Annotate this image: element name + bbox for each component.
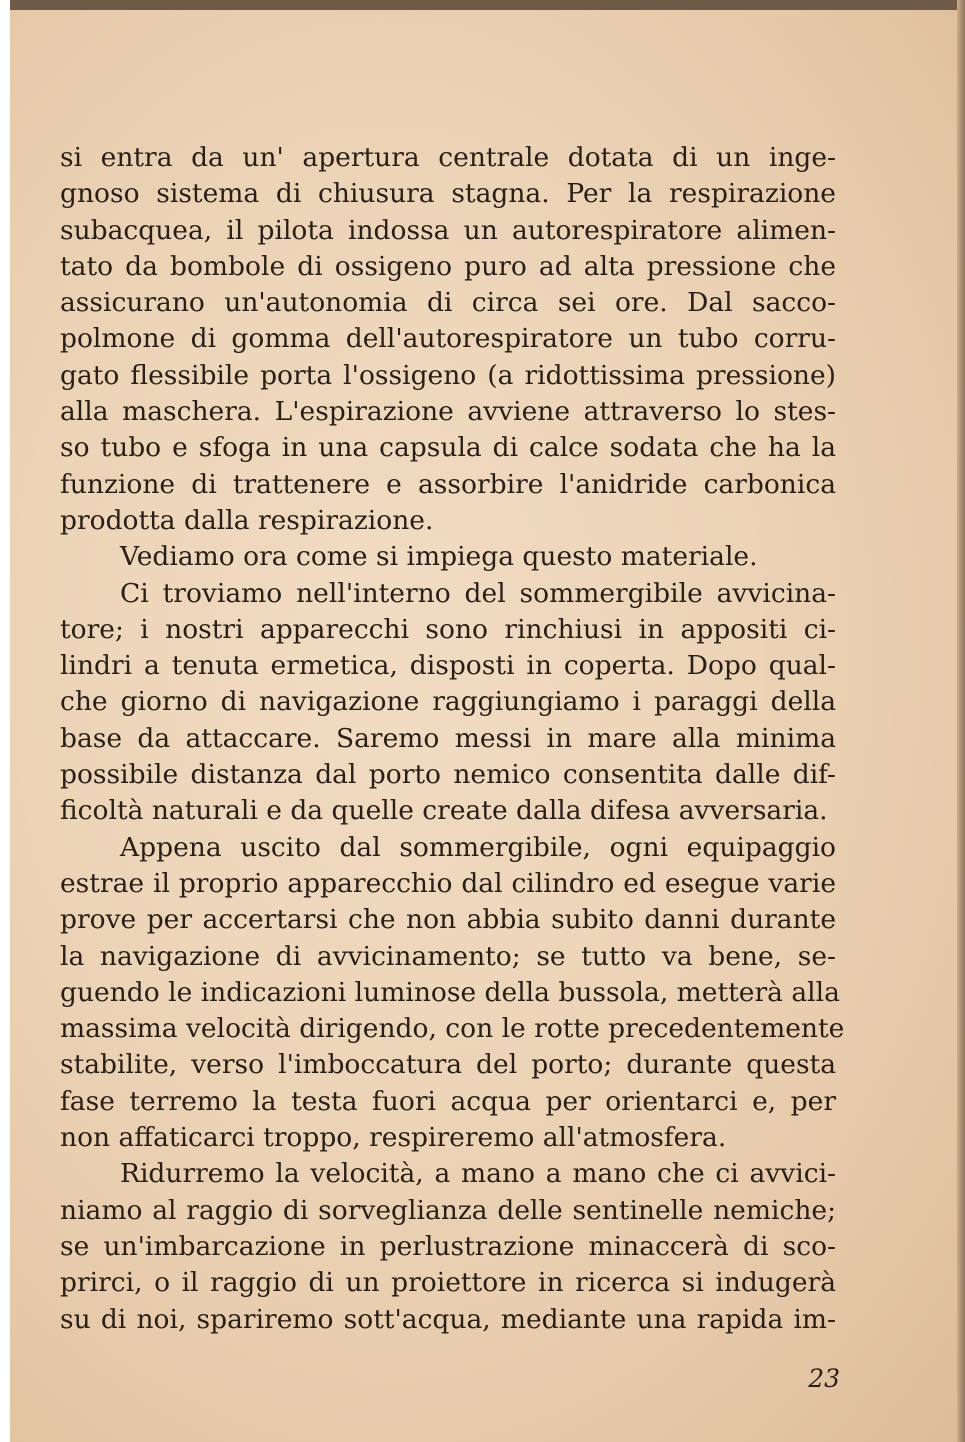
text-line: se un'imbarcazione in perlustrazione minaccerà di sco- — [60, 1230, 836, 1262]
text-line: niamo al raggio di sorveglianza delle sentinelle nemiche; — [60, 1194, 836, 1226]
text-line: gato flessibile porta l'ossigeno (a ridottissima pressione) — [60, 359, 836, 391]
text-line: ficoltà naturali e da quelle create dalla difesa avversaria. — [60, 795, 828, 827]
text-line: subacquea, il pilota indossa un autorespiratore alimen- — [60, 214, 836, 246]
text-line: possibile distanza dal porto nemico consentita dalle dif- — [60, 759, 836, 791]
text-line: non affaticarci troppo, respireremo all'atmosfera. — [60, 1122, 727, 1154]
text-line: massima velocità dirigendo, con le rotte precedentemente — [60, 1013, 845, 1045]
text-line: su di noi, spariremo sott'acqua, mediante una rapida im- — [60, 1303, 836, 1335]
text-line: prodotta dalla respirazione. — [60, 504, 434, 536]
paragraph — [60, 140, 836, 539]
paragraph — [60, 576, 836, 830]
text-line: tore; i nostri apparecchi sono rinchiusi in appositi ci- — [60, 613, 836, 645]
text-line: prirci, o il raggio di un proiettore in ricerca si indugerà — [60, 1267, 836, 1299]
paragraph — [60, 539, 836, 575]
text-line: Ci troviamo nell'interno del sommergibile avvicina- — [120, 577, 836, 609]
page-number: 23 — [808, 1364, 840, 1393]
text-line: assicurano un'autonomia di circa sei ore. Dal sacco- — [60, 287, 836, 319]
text-line: estrae il proprio apparecchio dal cilindro ed esegue varie — [60, 867, 836, 899]
page-top-edge — [10, 0, 965, 10]
page-right-edge — [957, 0, 965, 1442]
text-line: gnoso sistema di chiusura stagna. Per la respirazione — [60, 178, 836, 210]
text-line: lindri a tenuta ermetica, disposti in coperta. Dopo qual- — [60, 650, 836, 682]
body-text — [60, 140, 845, 1338]
text-line: tato da bombole di ossigeno puro ad alta pressione che — [60, 250, 836, 282]
text-line: fase terremo la testa fuori acqua per orientarci e, per — [60, 1085, 836, 1117]
text-line: base da attaccare. Saremo messi in mare alla minima — [60, 722, 836, 754]
text-line: Appena uscito dal sommergibile, ogni equipaggio — [120, 831, 836, 863]
text-line: si entra da un' apertura centrale dotata di un inge- — [60, 142, 836, 173]
text-line: la navigazione di avvicinamento; se tutto va bene, se- — [60, 940, 836, 972]
text-line: guendo le indicazioni luminose della bussola, metterà alla — [60, 976, 840, 1008]
text-line: stabilite, verso l'imboccatura del porto; durante questa — [60, 1049, 836, 1081]
page-left-margin — [0, 0, 10, 1442]
text-line: prove per accertarsi che non abbia subito danni durante — [60, 904, 836, 936]
text-line: Vediamo ora come si impiega questo materiale. — [120, 541, 758, 573]
text-line: Ridurremo la velocità, a mano a mano che ci avvici- — [120, 1158, 836, 1190]
paragraph — [60, 1156, 836, 1337]
text-line: alla maschera. L'espirazione avviene attraverso lo stes- — [60, 396, 836, 428]
text-line: so tubo e sfoga in una capsula di calce sodata che ha la — [60, 432, 836, 464]
text-line: funzione di trattenere e assorbire l'anidride carbonica — [60, 468, 836, 500]
text-line: polmone di gomma dell'autorespiratore un tubo corru- — [60, 323, 836, 355]
text-line: che giorno di navigazione raggiungiamo i paraggi della — [60, 686, 836, 718]
paragraph — [60, 830, 845, 1157]
